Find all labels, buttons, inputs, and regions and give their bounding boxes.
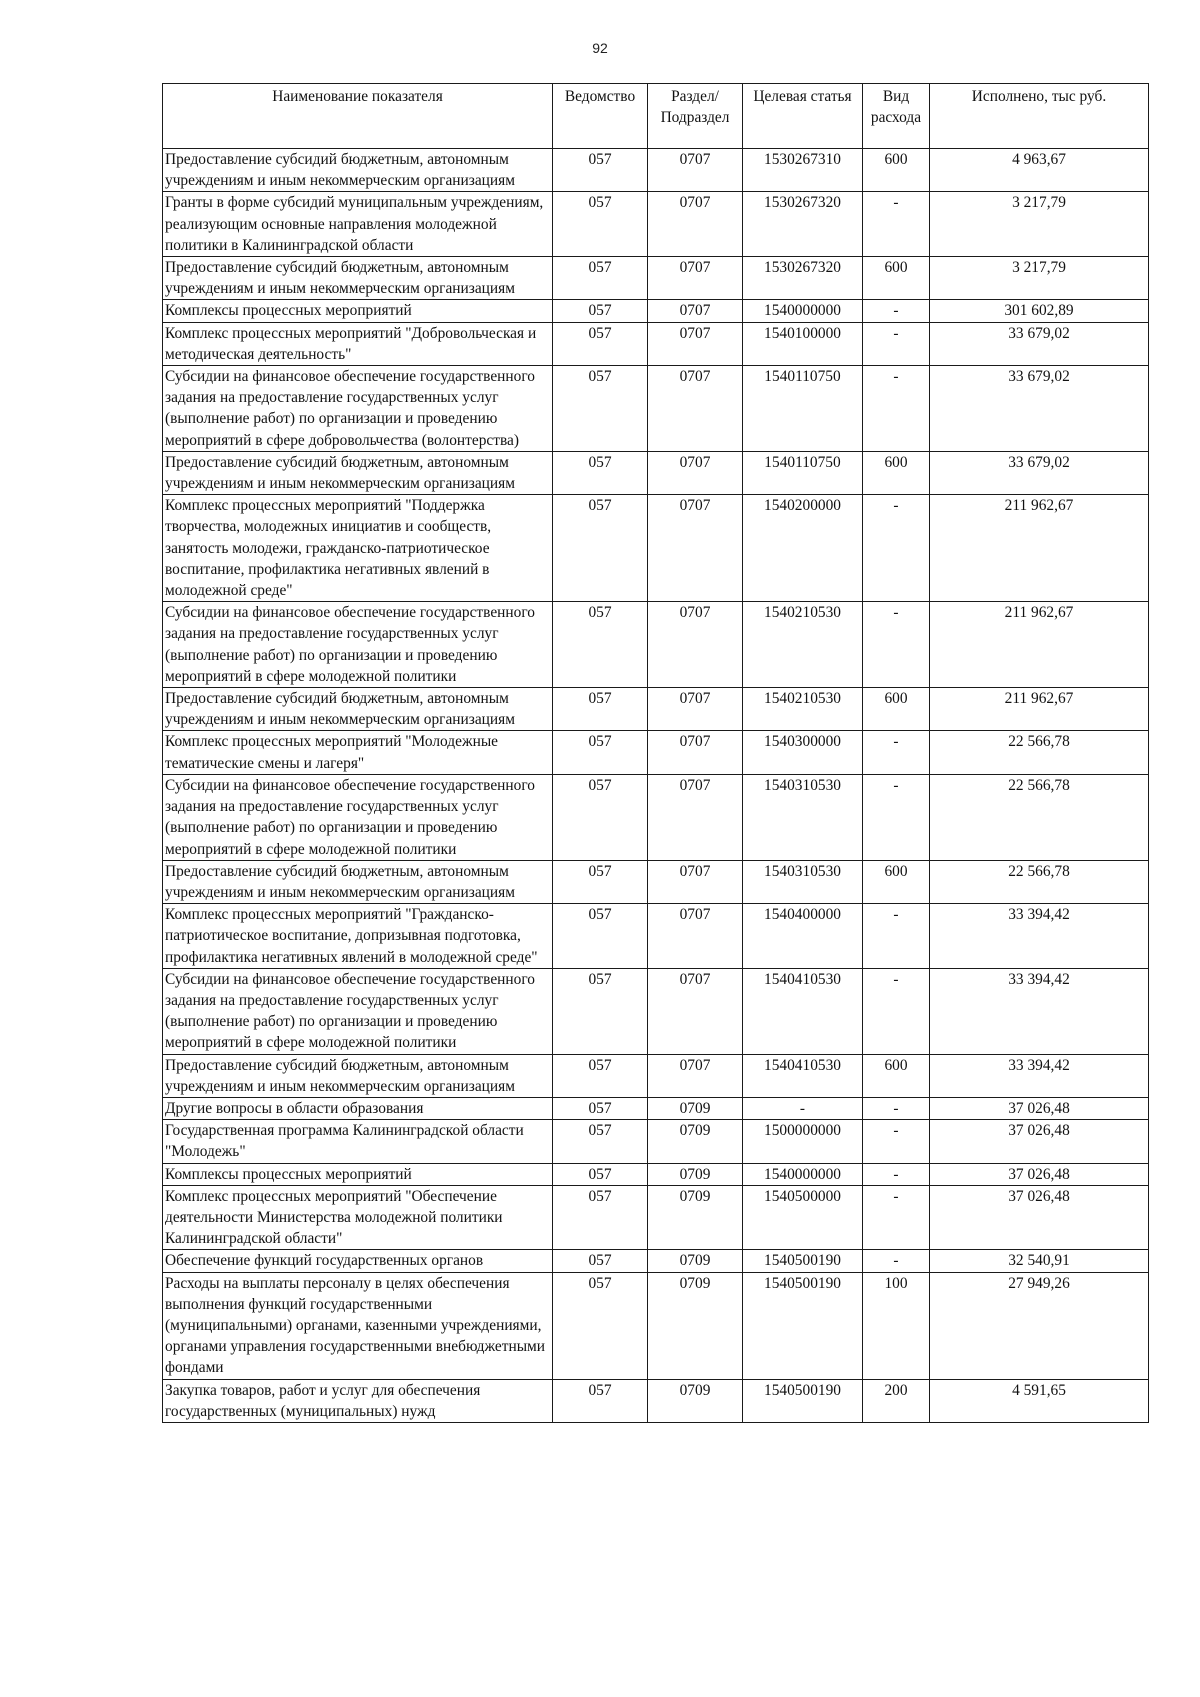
cell-department: 057	[553, 904, 648, 969]
cell-executed: 211 962,67	[930, 688, 1149, 731]
cell-name: Субсидии на финансовое обеспечение государственного задания на предоставление государственных услуг (выполнение работ) по организации и проведению мероприятий в сфере молодежной политики	[163, 774, 553, 860]
cell-executed: 33 394,42	[930, 1054, 1149, 1097]
table-row	[163, 968, 1149, 1054]
cell-section: 0707	[648, 731, 743, 774]
cell-target-article: 1540300000	[743, 731, 863, 774]
table-row	[163, 904, 1149, 969]
cell-section: 0707	[648, 366, 743, 452]
table-row	[163, 192, 1149, 257]
cell-name: Предоставление субсидий бюджетным, автономным учреждениям и иным некоммерческим организациям	[163, 1054, 553, 1097]
header-executed: Исполнено, тыс руб.	[930, 84, 1149, 149]
cell-name: Предоставление субсидий бюджетным, автономным учреждениям и иным некоммерческим организациям	[163, 149, 553, 192]
cell-department: 057	[553, 602, 648, 688]
table-row	[163, 602, 1149, 688]
table-row	[163, 1272, 1149, 1379]
cell-executed: 37 026,48	[930, 1097, 1149, 1119]
cell-expense-type: -	[863, 731, 930, 774]
cell-executed: 3 217,79	[930, 192, 1149, 257]
cell-target-article: 1540410530	[743, 968, 863, 1054]
cell-executed: 33 679,02	[930, 366, 1149, 452]
table-row	[163, 451, 1149, 494]
cell-target-article: -	[743, 1097, 863, 1119]
cell-expense-type: 600	[863, 688, 930, 731]
cell-expense-type: -	[863, 1185, 930, 1250]
table-row	[163, 1097, 1149, 1119]
cell-department: 057	[553, 731, 648, 774]
cell-expense-type: 600	[863, 860, 930, 903]
cell-target-article: 1540110750	[743, 366, 863, 452]
cell-section: 0707	[648, 322, 743, 365]
cell-section: 0709	[648, 1272, 743, 1379]
cell-target-article: 1500000000	[743, 1120, 863, 1163]
cell-executed: 33 394,42	[930, 968, 1149, 1054]
cell-section: 0707	[648, 257, 743, 300]
table-body	[163, 149, 1149, 1423]
header-row	[163, 84, 1149, 149]
cell-target-article: 1540310530	[743, 774, 863, 860]
cell-department: 057	[553, 300, 648, 322]
cell-name: Субсидии на финансовое обеспечение государственного задания на предоставление государственных услуг (выполнение работ) по организации и проведению мероприятий в сфере добровольчества (волонтерства)	[163, 366, 553, 452]
cell-section: 0707	[648, 1054, 743, 1097]
page-number: 92	[592, 40, 608, 56]
cell-section: 0707	[648, 904, 743, 969]
cell-section: 0707	[648, 451, 743, 494]
cell-name: Обеспечение функций государственных органов	[163, 1250, 553, 1272]
header-name: Наименование показателя	[163, 84, 553, 149]
cell-section: 0707	[648, 688, 743, 731]
cell-name: Комплексы процессных мероприятий	[163, 1163, 553, 1185]
cell-department: 057	[553, 192, 648, 257]
cell-section: 0707	[648, 495, 743, 602]
cell-name: Комплекс процессных мероприятий "Гражданско-патриотическое воспитание, допризывная подготовка, профилактика негативных явлений в молодежной среде"	[163, 904, 553, 969]
cell-target-article: 1540500190	[743, 1250, 863, 1272]
cell-name: Предоставление субсидий бюджетным, автономным учреждениям и иным некоммерческим организациям	[163, 451, 553, 494]
cell-target-article: 1540500190	[743, 1272, 863, 1379]
cell-section: 0709	[648, 1097, 743, 1119]
table-row	[163, 1185, 1149, 1250]
cell-department: 057	[553, 1120, 648, 1163]
cell-expense-type: -	[863, 1097, 930, 1119]
cell-department: 057	[553, 322, 648, 365]
cell-target-article: 1540110750	[743, 451, 863, 494]
cell-section: 0707	[648, 192, 743, 257]
cell-name: Субсидии на финансовое обеспечение государственного задания на предоставление государственных услуг (выполнение работ) по организации и проведению мероприятий в сфере молодежной политики	[163, 602, 553, 688]
cell-target-article: 1540000000	[743, 300, 863, 322]
cell-name: Другие вопросы в области образования	[163, 1097, 553, 1119]
cell-section: 0709	[648, 1120, 743, 1163]
cell-section: 0707	[648, 774, 743, 860]
cell-department: 057	[553, 1272, 648, 1379]
cell-target-article: 1540200000	[743, 495, 863, 602]
table-row	[163, 688, 1149, 731]
cell-name: Предоставление субсидий бюджетным, автономным учреждениям и иным некоммерческим организациям	[163, 688, 553, 731]
cell-section: 0707	[648, 149, 743, 192]
cell-section: 0707	[648, 602, 743, 688]
cell-section: 0709	[648, 1185, 743, 1250]
cell-name: Расходы на выплаты персоналу в целях обеспечения выполнения функций государственными (муниципальными) органами, казенными учреждениями, органами управления государственными внебюджетными фондами	[163, 1272, 553, 1379]
cell-executed: 22 566,78	[930, 860, 1149, 903]
cell-department: 057	[553, 1163, 648, 1185]
cell-executed: 33 679,02	[930, 451, 1149, 494]
cell-executed: 4 963,67	[930, 149, 1149, 192]
cell-section: 0709	[648, 1379, 743, 1422]
table-row	[163, 1379, 1149, 1422]
cell-expense-type: -	[863, 1250, 930, 1272]
cell-department: 057	[553, 1097, 648, 1119]
table-row	[163, 774, 1149, 860]
cell-department: 057	[553, 968, 648, 1054]
cell-name: Предоставление субсидий бюджетным, автономным учреждениям и иным некоммерческим организациям	[163, 860, 553, 903]
header-expense-type: Вид расхода	[863, 84, 930, 149]
cell-name: Гранты в форме субсидий муниципальным учреждениям, реализующим основные направления молодежной политики в Калининградской области	[163, 192, 553, 257]
table-row	[163, 366, 1149, 452]
cell-expense-type: -	[863, 300, 930, 322]
cell-executed: 301 602,89	[930, 300, 1149, 322]
cell-expense-type: -	[863, 602, 930, 688]
cell-target-article: 1530267310	[743, 149, 863, 192]
cell-expense-type: -	[863, 774, 930, 860]
cell-executed: 22 566,78	[930, 731, 1149, 774]
table-row	[163, 731, 1149, 774]
cell-target-article: 1540100000	[743, 322, 863, 365]
cell-executed: 4 591,65	[930, 1379, 1149, 1422]
cell-expense-type: 600	[863, 451, 930, 494]
cell-executed: 37 026,48	[930, 1185, 1149, 1250]
cell-name: Государственная программа Калининградской области "Молодежь"	[163, 1120, 553, 1163]
cell-target-article: 1540310530	[743, 860, 863, 903]
cell-expense-type: 600	[863, 149, 930, 192]
table-row	[163, 495, 1149, 602]
cell-expense-type: 100	[863, 1272, 930, 1379]
cell-department: 057	[553, 149, 648, 192]
cell-executed: 37 026,48	[930, 1163, 1149, 1185]
cell-target-article: 1540500000	[743, 1185, 863, 1250]
cell-department: 057	[553, 688, 648, 731]
cell-name: Закупка товаров, работ и услуг для обеспечения государственных (муниципальных) нужд	[163, 1379, 553, 1422]
header-section: Раздел/ Подраздел	[648, 84, 743, 149]
cell-executed: 22 566,78	[930, 774, 1149, 860]
table-row	[163, 149, 1149, 192]
cell-section: 0707	[648, 300, 743, 322]
cell-target-article: 1540500190	[743, 1379, 863, 1422]
cell-executed: 33 679,02	[930, 322, 1149, 365]
cell-department: 057	[553, 1185, 648, 1250]
cell-executed: 33 394,42	[930, 904, 1149, 969]
cell-section: 0707	[648, 968, 743, 1054]
cell-target-article: 1530267320	[743, 192, 863, 257]
cell-department: 057	[553, 451, 648, 494]
cell-expense-type: -	[863, 968, 930, 1054]
cell-department: 057	[553, 257, 648, 300]
header-target-article: Целевая статья	[743, 84, 863, 149]
cell-expense-type: -	[863, 322, 930, 365]
cell-expense-type: -	[863, 366, 930, 452]
cell-name: Предоставление субсидий бюджетным, автономным учреждениям и иным некоммерческим организациям	[163, 257, 553, 300]
table-row	[163, 860, 1149, 903]
cell-department: 057	[553, 1250, 648, 1272]
cell-target-article: 1540210530	[743, 602, 863, 688]
table-header	[163, 84, 1149, 149]
cell-department: 057	[553, 1379, 648, 1422]
cell-department: 057	[553, 1054, 648, 1097]
table-row	[163, 322, 1149, 365]
cell-target-article: 1530267320	[743, 257, 863, 300]
cell-name: Комплекс процессных мероприятий "Обеспечение деятельности Министерства молодежной политики Калининградской области"	[163, 1185, 553, 1250]
cell-expense-type: -	[863, 1163, 930, 1185]
table-row	[163, 1120, 1149, 1163]
cell-expense-type: 600	[863, 257, 930, 300]
table-row	[163, 300, 1149, 322]
cell-section: 0709	[648, 1250, 743, 1272]
cell-expense-type: 200	[863, 1379, 930, 1422]
header-department: Ведомство	[553, 84, 648, 149]
cell-name: Комплекс процессных мероприятий "Поддержка творчества, молодежных инициатив и сообществ, занятость молодежи, гражданско-патриотическое воспитание, профилактика негативных явлений в молодежной среде"	[163, 495, 553, 602]
cell-name: Комплексы процессных мероприятий	[163, 300, 553, 322]
table-row	[163, 1250, 1149, 1272]
cell-expense-type: -	[863, 495, 930, 602]
table-row	[163, 1054, 1149, 1097]
cell-name: Субсидии на финансовое обеспечение государственного задания на предоставление государственных услуг (выполнение работ) по организации и проведению мероприятий в сфере молодежной политики	[163, 968, 553, 1054]
cell-expense-type: -	[863, 192, 930, 257]
cell-target-article: 1540000000	[743, 1163, 863, 1185]
cell-executed: 32 540,91	[930, 1250, 1149, 1272]
cell-executed: 211 962,67	[930, 602, 1149, 688]
cell-expense-type: -	[863, 1120, 930, 1163]
cell-name: Комплекс процессных мероприятий "Молодежные тематические смены и лагеря"	[163, 731, 553, 774]
cell-department: 057	[553, 774, 648, 860]
cell-executed: 3 217,79	[930, 257, 1149, 300]
cell-section: 0709	[648, 1163, 743, 1185]
cell-target-article: 1540400000	[743, 904, 863, 969]
cell-department: 057	[553, 366, 648, 452]
cell-target-article: 1540210530	[743, 688, 863, 731]
cell-target-article: 1540410530	[743, 1054, 863, 1097]
cell-department: 057	[553, 860, 648, 903]
cell-name: Комплекс процессных мероприятий "Добровольческая и методическая деятельность"	[163, 322, 553, 365]
cell-expense-type: -	[863, 904, 930, 969]
cell-section: 0707	[648, 860, 743, 903]
table-row	[163, 257, 1149, 300]
cell-expense-type: 600	[863, 1054, 930, 1097]
table-row	[163, 1163, 1149, 1185]
cell-executed: 37 026,48	[930, 1120, 1149, 1163]
budget-execution-table	[162, 83, 1149, 1423]
cell-department: 057	[553, 495, 648, 602]
cell-executed: 27 949,26	[930, 1272, 1149, 1379]
cell-executed: 211 962,67	[930, 495, 1149, 602]
